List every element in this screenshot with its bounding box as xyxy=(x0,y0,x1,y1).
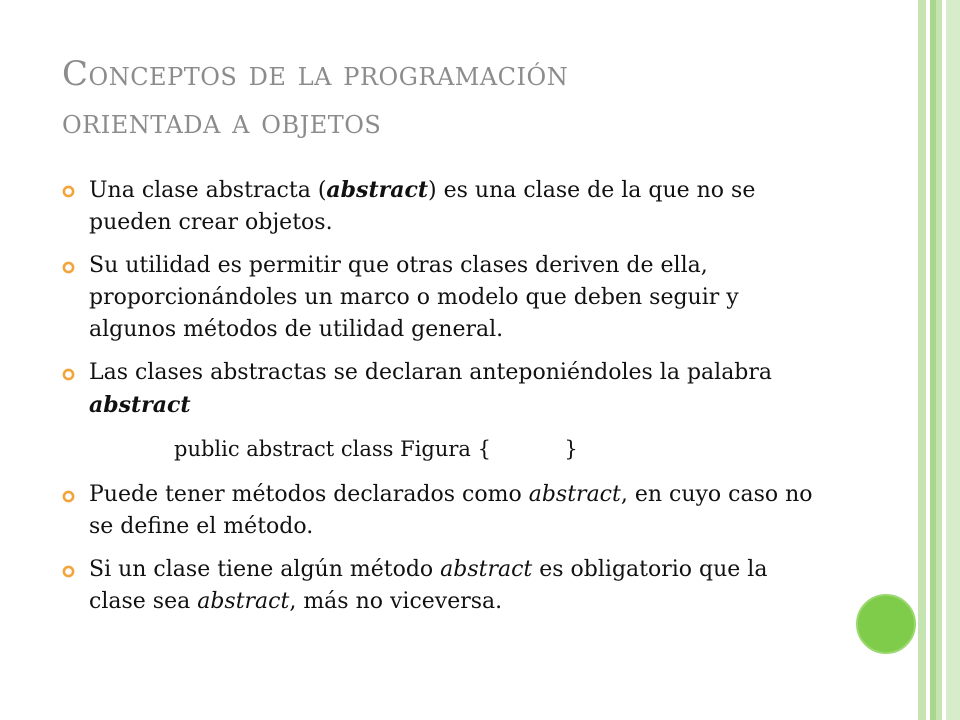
code-example: public abstract class Figura { } xyxy=(174,437,578,461)
bullet-text xyxy=(89,178,755,235)
bullet-text xyxy=(89,360,772,418)
bullet-item-1 xyxy=(62,174,822,239)
circle-ring-bullet-icon xyxy=(62,490,75,503)
decorative-stripe xyxy=(918,0,926,720)
bullet-text xyxy=(89,253,739,342)
slide-title xyxy=(62,50,882,146)
bullet-item-4 xyxy=(62,479,822,543)
bullet-text-part: abstract xyxy=(440,557,533,582)
bullet-item-5 xyxy=(62,554,822,618)
slide-title-line-2: orientada a objetos xyxy=(62,102,382,142)
slide-body xyxy=(62,174,822,629)
bullet-text-part: , más no viceversa. xyxy=(289,589,503,614)
circle-ring-bullet-icon xyxy=(62,565,75,578)
circle-ring-bullet-icon xyxy=(62,261,75,274)
bullet-text-part: Si un clase tiene algún método xyxy=(89,557,441,582)
slide-title-line-1: Conceptos de la programación xyxy=(62,54,569,94)
bullet-text-part: ) es una clase de la que no se pueden crear objetos. xyxy=(89,178,756,235)
bullet-text-part: Una clase abstracta ( xyxy=(89,178,327,203)
circle-ring-bullet-icon xyxy=(62,368,75,381)
bullet-text-part: abstract xyxy=(528,482,621,507)
bullet-text-part: abstract xyxy=(197,589,290,614)
bullet-item-3 xyxy=(62,357,822,422)
decorative-stripe xyxy=(946,0,960,720)
circle-ring-bullet-icon xyxy=(62,185,75,198)
bullet-text-part: , en cuyo caso no se define el método. xyxy=(89,482,813,539)
bullet-text-part: Las clases abstractas se declaran anteponiéndoles la palabra xyxy=(89,360,773,385)
bullet-text-part: abstract xyxy=(89,392,191,418)
bullet-text-part: Su utilidad es permitir que otras clases deriven de ella, proporcionándoles un marco o modelo que deben seguir y algunos métodos de utilidad general. xyxy=(89,253,739,342)
decorative-green-circle xyxy=(856,594,916,654)
bullet-text-part: Puede tener métodos declarados como xyxy=(89,482,529,507)
bullet-text xyxy=(89,482,813,539)
bullet-item-2 xyxy=(62,250,822,346)
bullet-text xyxy=(89,557,767,614)
bullet-text-part: abstract xyxy=(326,177,429,203)
bullet-text-part: es obligatorio que la clase sea xyxy=(89,557,768,614)
